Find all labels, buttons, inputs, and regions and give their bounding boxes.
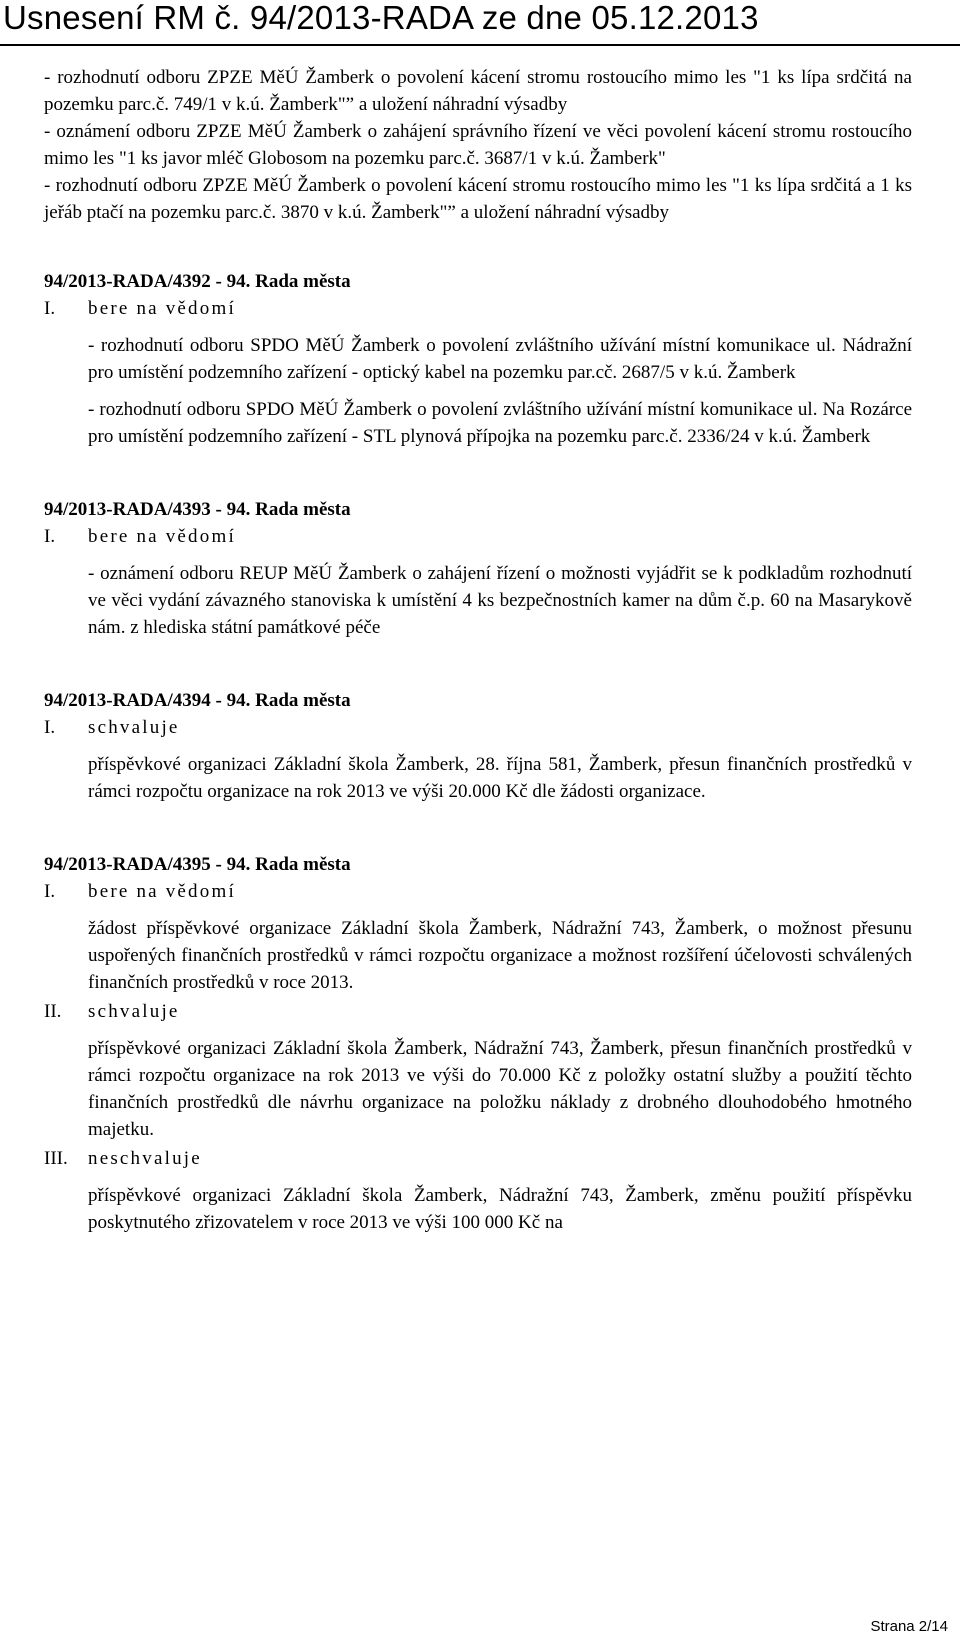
verdict-number: I. bbox=[44, 717, 56, 738]
verdict-paragraph: - rozhodnutí odboru SPDO MěÚ Žamberk o povolení zvláštního užívání místní komunikace ul. Nádražní pro umístění podzemního zařízení - optický kabel na pozemku par.cč. 2687/5 v k.ú. Žamberk bbox=[88, 335, 912, 383]
resolution-title: 94/2013-RADA/4395 - 94. Rada města bbox=[44, 854, 351, 875]
intro-item: - rozhodnutí odboru ZPZE MěÚ Žamberk o povolení kácení stromu rostoucího mimo les "1 ks lípa srdčitá na pozemku parc.č. 749/1 v k.ú. Žamberk"” a uložení náhradní výsadby bbox=[44, 67, 912, 115]
intro-items bbox=[44, 64, 912, 226]
resolution-title: 94/2013-RADA/4393 - 94. Rada města bbox=[44, 499, 351, 520]
verdict-paragraph: - oznámení odboru REUP MěÚ Žamberk o zahájení řízení o možnosti vyjádřit se k podkladům rozhodnutí ve věci vydání závazného stanoviska k umístění 4 ks bezpečnostních kamer na dům č.p. 60 na Masarykově nám. z hlediska státní památkové péče bbox=[88, 563, 912, 638]
verdict-label: schvaluje bbox=[88, 1001, 180, 1022]
footer-divider bbox=[0, 1614, 960, 1615]
resolution-title: 94/2013-RADA/4392 - 94. Rada města bbox=[44, 271, 351, 292]
verdict-heading bbox=[44, 714, 912, 741]
verdict-number: II. bbox=[44, 1001, 62, 1022]
document-title: Usnesení RM č. 94/2013-RADA ze dne 05.12.2013 bbox=[3, 0, 759, 36]
document-body bbox=[44, 64, 912, 1236]
verdict-paragraphs bbox=[44, 915, 912, 996]
verdict-label: schvaluje bbox=[88, 717, 180, 738]
verdict-number: I. bbox=[44, 298, 56, 319]
verdict-heading bbox=[44, 998, 912, 1025]
verdict-label: bere na vědomí bbox=[88, 298, 236, 319]
resolution-section bbox=[44, 268, 912, 450]
verdict-paragraphs bbox=[44, 332, 912, 450]
verdict-paragraphs bbox=[44, 1182, 912, 1236]
resolution-section bbox=[44, 496, 912, 641]
resolution-title: 94/2013-RADA/4394 - 94. Rada města bbox=[44, 690, 351, 711]
resolution-section bbox=[44, 851, 912, 1236]
intro-item: - rozhodnutí odboru ZPZE MěÚ Žamberk o povolení kácení stromu rostoucího mimo les "1 ks lípa srdčitá a 1 ks jeřáb ptačí na pozemku parc.č. 3870 v k.ú. Žamberk"” a uložení náhradní výsadby bbox=[44, 175, 912, 223]
verdict-paragraph: příspěvkové organizaci Základní škola Žamberk, Nádražní 743, Žamberk, přesun finančních prostředků v rámci rozpočtu organizace na rok 2013 ve výši do 70.000 Kč z položky ostatní služby a použití těchto finančních prostředků dle návrhu organizace na položku náklady z drobného dlouhodobého hmotného majetku. bbox=[88, 1038, 912, 1140]
page-number: Strana 2/14 bbox=[870, 1618, 948, 1635]
verdict-paragraphs bbox=[44, 560, 912, 641]
verdict-paragraph: příspěvkové organizaci Základní škola Žamberk, 28. října 581, Žamberk, přesun finančních prostředků v rámci rozpočtu organizace na rok 2013 ve výši 20.000 Kč dle žádosti organizace. bbox=[88, 754, 912, 802]
verdict-paragraph: žádost příspěvkové organizace Základní škola Žamberk, Nádražní 743, Žamberk, o možnost přesunu uspořených finančních prostředků v rámci rozpočtu organizace a možnost rozšíření účelovosti schválených finančních prostředků v roce 2013. bbox=[88, 918, 912, 993]
verdict-label: bere na vědomí bbox=[88, 881, 236, 902]
resolution-section bbox=[44, 687, 912, 805]
verdict-number: III. bbox=[44, 1148, 68, 1169]
intro-item: - oznámení odboru ZPZE MěÚ Žamberk o zahájení správního řízení ve věci povolení kácení stromu rostoucího mimo les "1 ks javor mléč Globosom na pozemku parc.č. 3687/1 v k.ú. Žamberk" bbox=[44, 121, 912, 169]
verdict-label: bere na vědomí bbox=[88, 526, 236, 547]
verdict-heading bbox=[44, 878, 912, 905]
verdict-label: neschvaluje bbox=[88, 1148, 202, 1169]
verdict-heading bbox=[44, 295, 912, 322]
verdict-number: I. bbox=[44, 526, 56, 547]
verdict-paragraphs bbox=[44, 1035, 912, 1143]
page-header bbox=[0, 0, 960, 55]
verdict-number: I. bbox=[44, 881, 56, 902]
verdict-heading bbox=[44, 1145, 912, 1172]
verdict-paragraph: - rozhodnutí odboru SPDO MěÚ Žamberk o povolení zvláštního užívání místní komunikace ul. Na Rozárce pro umístění podzemního zařízení - STL plynová přípojka na pozemku parc.č. 2336/24 v k.ú. Žamberk bbox=[88, 399, 912, 447]
verdict-paragraphs bbox=[44, 751, 912, 805]
verdict-paragraph: příspěvkové organizaci Základní škola Žamberk, Nádražní 743, Žamberk, změnu použití příspěvku poskytnutého zřizovatelem v roce 2013 ve výši 100 000 Kč na bbox=[88, 1185, 912, 1233]
header-divider bbox=[0, 44, 960, 46]
verdict-heading bbox=[44, 523, 912, 550]
